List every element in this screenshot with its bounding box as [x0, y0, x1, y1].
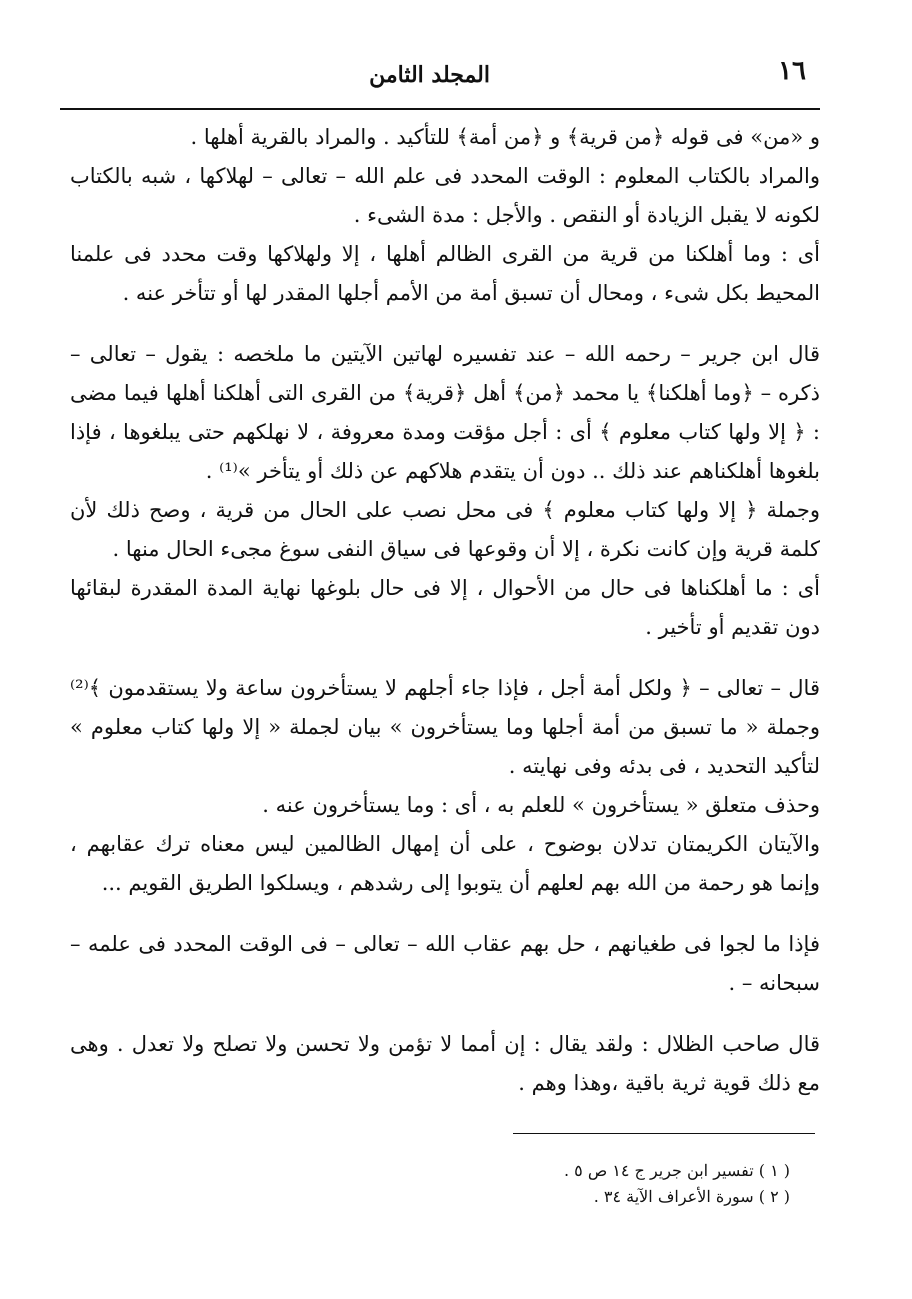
footnote: ( ٢ ) سورة الأعراف الآية ٣٤ .	[593, 1187, 790, 1206]
paragraph: و «من» فى قوله ﴿من قرية﴾ و ﴿من أمة﴾ للتأكيد . والمراد بالقرية أهلها .	[190, 125, 820, 149]
paragraph: والآيتان الكريمتان تدلان بوضوح ، على أن إمهال الظالمين ليس معناه ترك عقابهم ، وإنما هو رحمة من الله بهم لعلهم أن يتوبوا إلى رشدهم ، ويسلكوا الطريق القويم ...	[70, 832, 820, 895]
footnote-rule	[513, 1133, 815, 1134]
paragraph: قال صاحب الظلال : ولقد يقال : إن أمما لا تؤمن ولا تحسن ولا تصلح ولا تعدل . وهى مع ذلك قوية ثرية باقية ،وهذا وهم .	[70, 1032, 820, 1095]
paragraph: قال ابن جرير – رحمه الله – عند تفسيره لهاتين الآيتين ما ملخصه : يقول – تعالى – ذكره – ﴿وما أهلكنا﴾ يا محمد ﴿من﴾ أهل ﴿قرية﴾ من القرى التى أهلكنا أهلها فيما مضى : ﴿ إلا ولها كتاب معلوم ﴾ أى : أجل مؤقت ومدة معروفة ، لا نهلكهم حتى يبلغوها ، فإذا بلغوها أهلكناهم عند ذلك .. دون أن يتقدم هلاكهم عن ذلك أو يتأخر »⁽¹⁾ .	[70, 342, 820, 483]
footnote: ( ١ ) تفسير ابن جرير ج ١٤ ص ٥ .	[563, 1161, 790, 1180]
page-header	[60, 56, 820, 100]
paragraph: والمراد بالكتاب المعلوم : الوقت المحدد فى علم الله – تعالى – لهلاكها ، شبه بالكتاب لكونه لا يقبل الزيادة أو النقص . والأجل : مدة الشىء .	[70, 164, 820, 227]
header-rule	[60, 108, 820, 110]
paragraph: أى : ما أهلكناها فى حال من الأحوال ، إلا فى حال بلوغها نهاية المدة المقدرة لبقائها دون تقديم أو تأخير .	[70, 576, 820, 639]
running-title: المجلد الثامن	[369, 62, 490, 88]
paragraph: وجملة ﴿ إلا ولها كتاب معلوم ﴾ فى محل نصب على الحال من قرية ، وصح ذلك لأن كلمة قرية وإن كانت نكرة ، إلا أن وقوعها فى سياق النفى سوغ مجىء الحال منها .	[70, 498, 820, 561]
paragraph: فإذا ما لجوا فى طغيانهم ، حل بهم عقاب الله – تعالى – فى الوقت المحدد فى علمه – سبحانه – .	[70, 932, 820, 995]
page-number: ١٦	[778, 56, 806, 86]
footnotes	[290, 1158, 790, 1210]
paragraph: وحذف متعلق « يستأخرون » للعلم به ، أى : وما يستأخرون عنه .	[262, 793, 820, 817]
body-text	[70, 118, 820, 1103]
paragraph: أى : وما أهلكنا من قرية من القرى الظالم أهلها ، إلا ولهلاكها وقت محدد فى علمنا المحيط بكل شىء ، ومحال أن تسبق أمة من الأمم أجلها المقدر لها أو تتأخر عنه .	[70, 242, 820, 305]
paragraph: قال – تعالى – ﴿ ولكل أمة أجل ، فإذا جاء أجلهم لا يستأخرون ساعة ولا يستقدمون ﴾⁽²⁾ وجملة « ما تسبق من أمة أجلها وما يستأخرون » بيان لجملة « إلا ولها كتاب معلوم » لتأكيد التحديد ، فى بدئه وفى نهايته .	[70, 676, 820, 778]
